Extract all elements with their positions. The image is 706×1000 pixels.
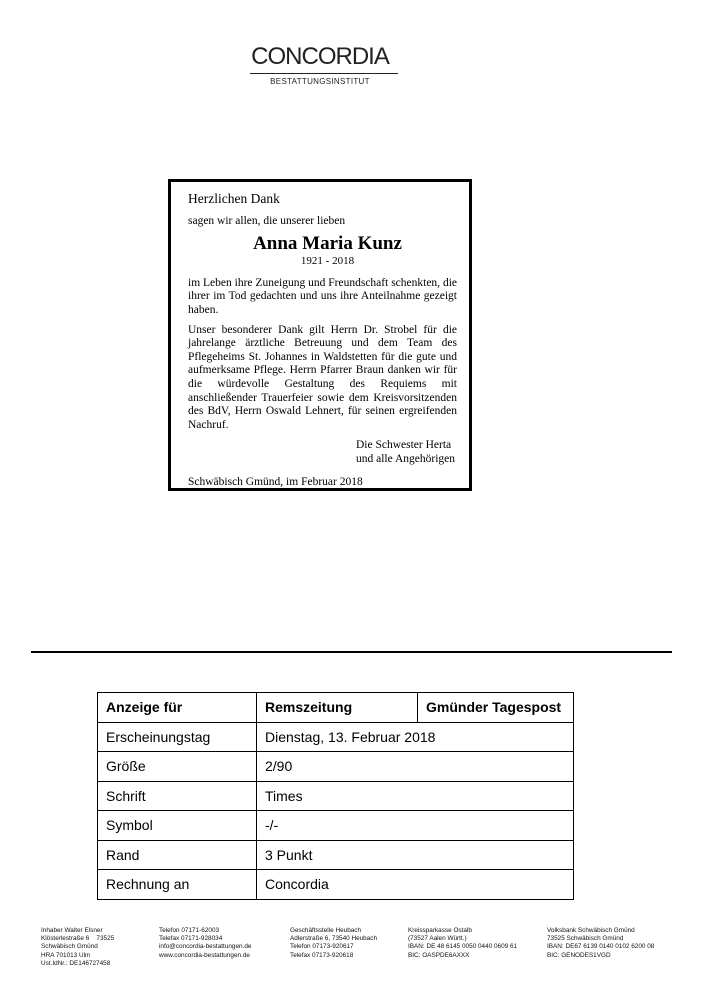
- notice-paragraph-2: Unser besonderer Dank gilt Herrn Dr. Strobel für die jahrelange ärztliche Betreuung und dem Team des Pflegeheims St. Johannes in Waldstetten für die gute und aufmerksame Pflege. Herrn Pfarrer Braun danken wir für die würdevolle Gestaltung des Requiems mit anschließender Trauerfeier sowie dem Kreisvorsitzenden des BdV, Herrn Oswald Lehnert, für seinen ergreifenden Nachruf.: [188, 323, 457, 431]
- row-value: Dienstag, 13. Februar 2018: [257, 722, 574, 752]
- footer-line: BIC: OASPDE6AXXX: [408, 951, 470, 959]
- footer-line: Telefax 07171-928034: [159, 935, 223, 943]
- row-label: Rechnung an: [98, 870, 257, 900]
- footer-owner-column: [41, 927, 114, 968]
- footer-line: Adlerstraße 6, 73540 Heubach: [290, 935, 378, 943]
- logo-underline: [250, 73, 398, 74]
- ad-details-table: [97, 692, 574, 900]
- footer-line: Klösterlestraße 6 73525: [41, 935, 115, 943]
- row-label: Größe: [98, 752, 257, 782]
- footer-line: 73525 Schwäbisch Gmünd: [547, 935, 624, 943]
- section-divider: [31, 651, 672, 653]
- footer-branch-column: [290, 927, 377, 960]
- row-value: 2/90: [257, 752, 574, 782]
- logo-subtitle: BESTATTUNGSINSTITUT: [270, 77, 370, 86]
- logo-wordmark: CONCORDIA: [251, 43, 389, 70]
- footer-bank-1-column: [408, 927, 517, 960]
- footer-line: Telefon 07173-920617: [290, 943, 354, 951]
- footer-email-link[interactable]: info@concordia-bestattungen.de: [159, 943, 252, 951]
- footer-line: Schwäbisch Gmünd: [41, 943, 98, 951]
- header-paper-2: Gmünder Tagespost: [418, 693, 574, 723]
- footer-line: Ust.IdNr.: DE146727458: [41, 959, 111, 967]
- footer-line: Telefax 07173-920618: [290, 951, 354, 959]
- table-row: [98, 870, 574, 900]
- row-value: Concordia: [257, 870, 574, 900]
- footer-line: Volksbank Schwäbisch Gmünd: [547, 927, 635, 934]
- obituary-notice: [168, 179, 472, 491]
- table-row: [98, 752, 574, 782]
- row-value: 3 Punkt: [257, 840, 574, 870]
- signature-line-2: und alle Angehörigen: [356, 452, 456, 465]
- header-paper-1: Remszeitung: [257, 693, 418, 723]
- notice-heading: Herzlichen Dank: [188, 191, 280, 206]
- footer-line: IBAN: DE67 6139 0140 0102 6200 08: [547, 943, 655, 951]
- row-label: Rand: [98, 840, 257, 870]
- footer-website-link[interactable]: www.concordia-bestattungen.de: [159, 951, 250, 959]
- row-value: -/-: [257, 811, 574, 841]
- table-row: [98, 840, 574, 870]
- signature-line-1: Die Schwester Herta: [356, 439, 452, 452]
- table-row: [98, 781, 574, 811]
- table-header-row: [98, 693, 574, 723]
- row-value: Times: [257, 781, 574, 811]
- footer-line: BIC: GENODES1VGD: [547, 951, 611, 959]
- notice-paragraph-1: im Leben ihre Zuneigung und Freundschaft schenkten, die ihrer im Tod gedachten und uns ihre Anteilnahme gezeigt haben.: [188, 276, 457, 316]
- row-label: Erscheinungstag: [98, 722, 257, 752]
- row-label: Schrift: [98, 781, 257, 811]
- row-label: Symbol: [98, 811, 257, 841]
- deceased-name: Anna Maria Kunz: [253, 233, 402, 255]
- table-row: [98, 722, 574, 752]
- notice-intro: sagen wir allen, die unserer lieben: [188, 214, 346, 227]
- footer-line: HRA 701013 Ulm: [41, 951, 91, 959]
- footer-line: Kreissparkasse Ostalb: [408, 927, 472, 934]
- company-logo: [230, 44, 410, 86]
- life-dates: 1921 - 2018: [300, 255, 355, 268]
- table-row: [98, 811, 574, 841]
- footer-line: Inhaber Walter Elsner: [41, 927, 103, 934]
- place-date: Schwäbisch Gmünd, im Februar 2018: [188, 475, 363, 488]
- header-label: Anzeige für: [98, 693, 257, 723]
- footer-contact-column: [159, 927, 251, 960]
- footer-bank-2-column: [547, 927, 654, 960]
- footer-line: Telefon 07171-62003: [159, 927, 220, 934]
- footer-line: Geschäftsstelle Heubach: [290, 927, 362, 934]
- footer-line: IBAN: DE 48 6145 0050 0440 0609 61: [408, 943, 518, 951]
- footer-line: (73527 Aalen Württ.): [408, 935, 467, 943]
